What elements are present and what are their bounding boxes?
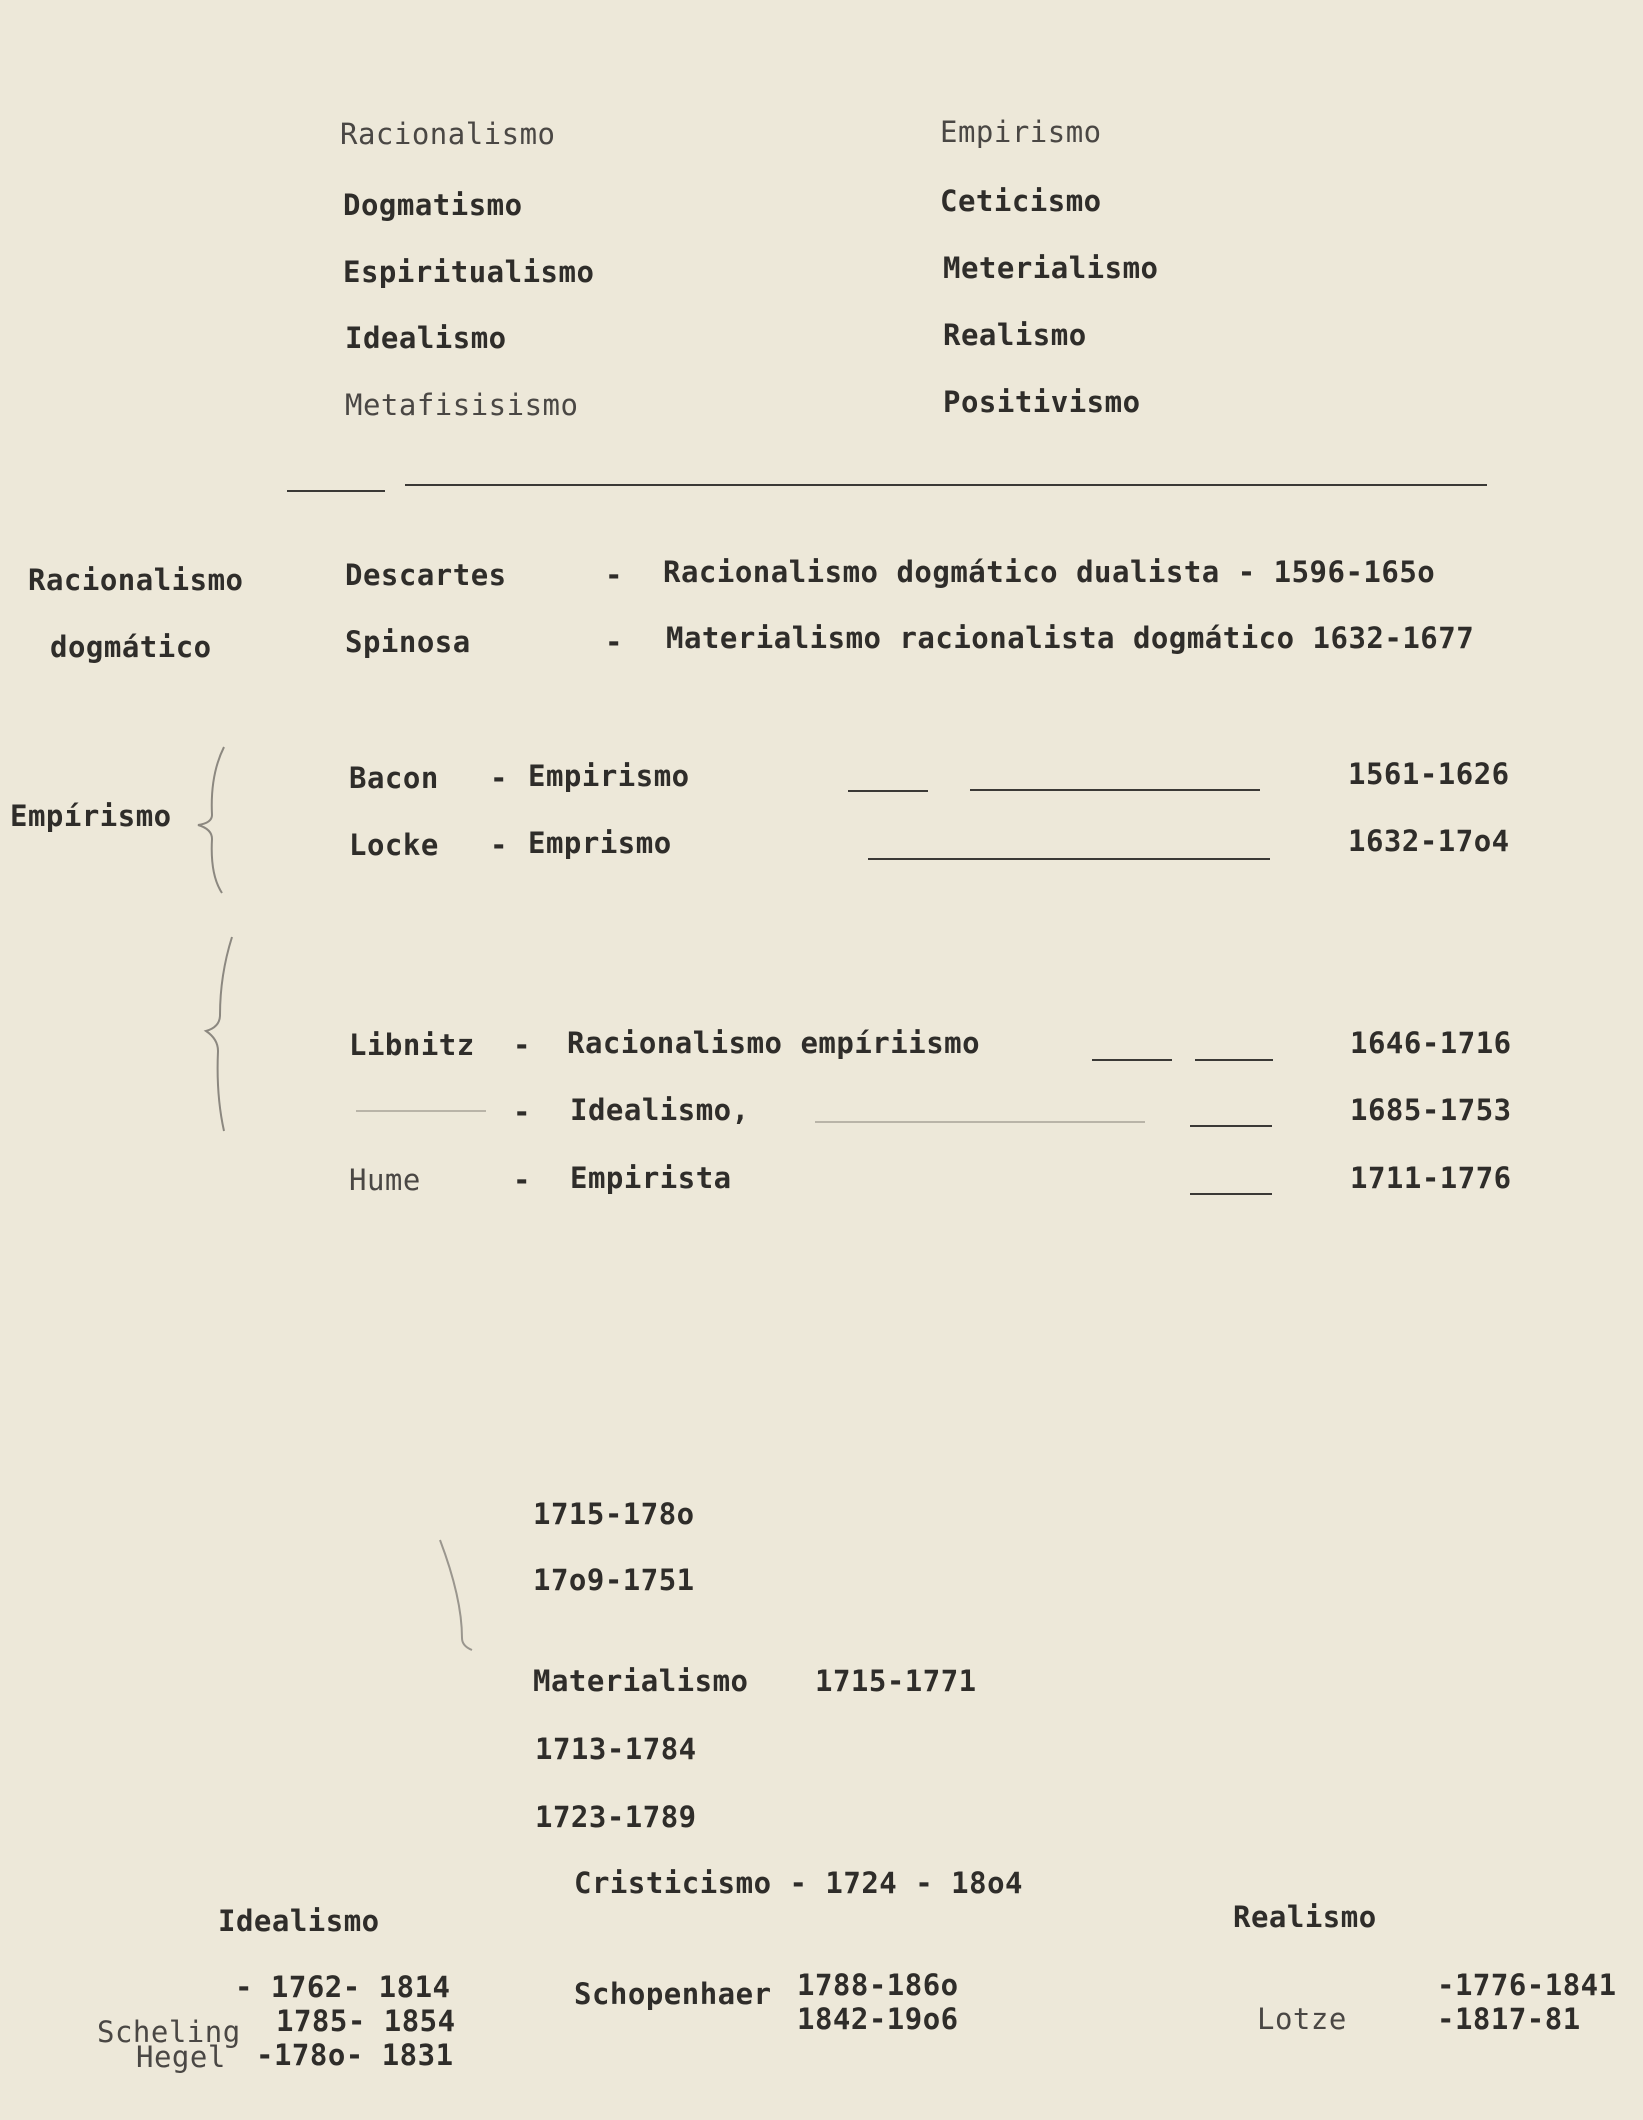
materialism-years-5: 1723-1789 xyxy=(535,1800,697,1834)
descartes-name: Descartes xyxy=(345,558,507,592)
left-term-3: Espiritualismo xyxy=(343,255,595,289)
rationalism-label-line2: dogmático xyxy=(50,630,212,664)
left-term-1: Racionalismo xyxy=(340,117,556,151)
locke-name: Locke xyxy=(349,828,439,862)
spinosa-dash: - xyxy=(605,625,623,659)
bacon-years: 1561-1626 xyxy=(1348,757,1510,791)
lotze-name: Lotze xyxy=(1257,2002,1347,2036)
realism-dates-1: -1776-1841 xyxy=(1437,1968,1617,2002)
leibniz-line-b xyxy=(1195,1059,1273,1061)
scheling-dates: 1785- 1854 xyxy=(276,2004,456,2038)
realism-dates-2: -1817-81 xyxy=(1437,2002,1581,2036)
rationalism-label-line1: Racionalismo xyxy=(28,563,244,597)
materialism-years-1: 1715-178o xyxy=(533,1497,695,1531)
locke-desc: Emprismo xyxy=(528,826,672,860)
berkeley-faint-line-a xyxy=(356,1110,486,1112)
right-term-5: Positivismo xyxy=(943,385,1141,419)
berkeley-faint-line-b xyxy=(815,1121,1145,1123)
realism-header: Realismo xyxy=(1233,1900,1377,1934)
leibniz-desc: Racionalismo empíriismo xyxy=(567,1026,981,1060)
spinosa-desc: Materialismo racionalista dogmático 1632-1677 xyxy=(666,621,1475,655)
divider-long xyxy=(405,484,1487,486)
materialism-brace xyxy=(436,1538,476,1688)
left-term-4: Idealismo xyxy=(345,321,507,355)
berkeley-line xyxy=(1190,1125,1272,1127)
empiricism-brace xyxy=(192,745,232,895)
bacon-line-a xyxy=(848,790,928,792)
schopenhauer-name: Schopenhaer xyxy=(574,1977,772,2011)
bacon-line-b xyxy=(970,789,1260,791)
hume-desc: Empirista xyxy=(570,1161,732,1195)
right-term-1: Empirismo xyxy=(940,115,1102,149)
bacon-name: Bacon xyxy=(349,761,439,795)
idealism-row1-dates: - 1762- 1814 xyxy=(235,1970,451,2004)
materialism-years-2: 17o9-1751 xyxy=(533,1563,695,1597)
hegel-name: Hegel xyxy=(136,2040,226,2074)
schopenhauer-dates-1: 1788-186o xyxy=(797,1968,959,2002)
spinosa-name: Spinosa xyxy=(345,625,471,659)
left-term-2: Dogmatismo xyxy=(343,188,523,222)
later-brace xyxy=(196,935,236,1135)
divider-short xyxy=(287,490,385,492)
descartes-dash: - xyxy=(605,558,623,592)
leibniz-dash: - xyxy=(513,1028,531,1062)
right-term-3: Meterialismo xyxy=(943,251,1159,285)
empiricism-label: Empírismo xyxy=(10,799,172,833)
locke-dash: - xyxy=(490,828,508,862)
berkeley-desc: Idealismo, xyxy=(570,1093,750,1127)
leibniz-name: Libnitz xyxy=(349,1028,475,1062)
materialism-years-3: 1715-1771 xyxy=(815,1664,977,1698)
materialism-years-4: 1713-1784 xyxy=(535,1732,697,1766)
hume-name: Hume xyxy=(349,1163,421,1197)
left-term-5: Metafisisismo xyxy=(345,388,579,422)
hume-line xyxy=(1190,1193,1272,1195)
berkeley-dash: - xyxy=(513,1095,531,1129)
hume-dash: - xyxy=(513,1163,531,1197)
hegel-dates: -178o- 1831 xyxy=(256,2038,454,2072)
right-term-4: Realismo xyxy=(943,318,1087,352)
leibniz-years: 1646-1716 xyxy=(1350,1026,1512,1060)
leibniz-line-a xyxy=(1092,1059,1172,1061)
right-term-2: Ceticismo xyxy=(940,184,1102,218)
idealism-header: Idealismo xyxy=(218,1904,380,1938)
hume-years: 1711-1776 xyxy=(1350,1161,1512,1195)
scheling-name: Scheling xyxy=(97,2015,241,2049)
locke-years: 1632-17o4 xyxy=(1348,824,1510,858)
materialism-label: Materialismo xyxy=(533,1664,749,1698)
bacon-desc: Empirismo xyxy=(528,759,690,793)
locke-line xyxy=(868,858,1270,860)
berkeley-years: 1685-1753 xyxy=(1350,1093,1512,1127)
bacon-dash: - xyxy=(490,761,508,795)
schopenhauer-dates-2: 1842-19o6 xyxy=(797,2002,959,2036)
descartes-desc: Racionalismo dogmático dualista - 1596-165o xyxy=(663,555,1436,589)
criticism-line: Cristicismo - 1724 - 18o4 xyxy=(574,1866,1023,1900)
